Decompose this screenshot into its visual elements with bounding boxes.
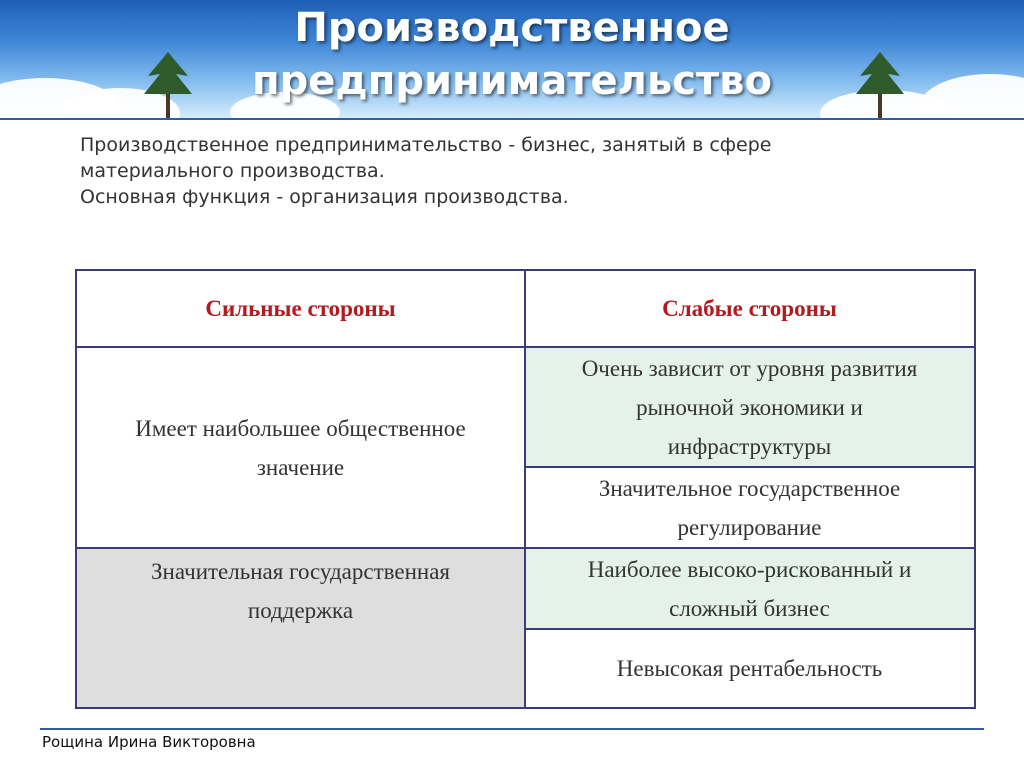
strength-cell — [76, 347, 525, 548]
column-header-strengths: Сильные стороны — [205, 296, 396, 321]
intro-line-2: материального производства. — [80, 160, 385, 182]
footer-divider — [40, 728, 984, 730]
cell-line: Очень зависит от уровня развития — [581, 355, 918, 381]
intro-line-3: Основная функция - организация производства. — [80, 186, 569, 208]
cell-line: рыночной экономики и — [636, 394, 863, 420]
cell-line: Значительная государственная — [151, 559, 450, 584]
cell-line: сложный бизнес — [669, 595, 830, 621]
cell-line: Имеет наибольшее общественное — [135, 415, 466, 441]
header-banner — [0, 0, 1024, 118]
cell-line: регулирование — [677, 514, 822, 540]
author-footer: Рощина Ирина Викторовна — [42, 733, 256, 751]
table-border — [525, 466, 976, 468]
column-header-weaknesses: Слабые стороны — [662, 296, 837, 321]
intro-text — [80, 132, 960, 210]
table-border — [524, 269, 526, 709]
weakness-cell — [525, 629, 974, 708]
page-title — [0, 2, 1024, 108]
weakness-cell — [525, 347, 974, 467]
strength-cell — [76, 548, 525, 708]
table-border — [525, 628, 976, 630]
title-line-2: предпринимательство — [252, 58, 772, 104]
title-line-1: Производственное — [294, 5, 730, 51]
weakness-cell — [525, 548, 974, 629]
cell-line: Значительное государственное — [598, 475, 901, 501]
cell-line: Наиболее высоко-рискованный и — [587, 556, 912, 582]
cell-line: инфраструктуры — [667, 433, 832, 459]
table-border — [974, 269, 976, 709]
cell-line: поддержка — [247, 598, 354, 623]
table-border — [75, 269, 77, 709]
cell-line: Невысокая рентабельность — [616, 656, 883, 681]
cell-line: значение — [256, 454, 345, 480]
intro-line-1: Производственное предпринимательство - бизнес, занятый в сфере — [80, 134, 772, 156]
weakness-cell — [525, 467, 974, 548]
header-divider — [0, 118, 1024, 120]
